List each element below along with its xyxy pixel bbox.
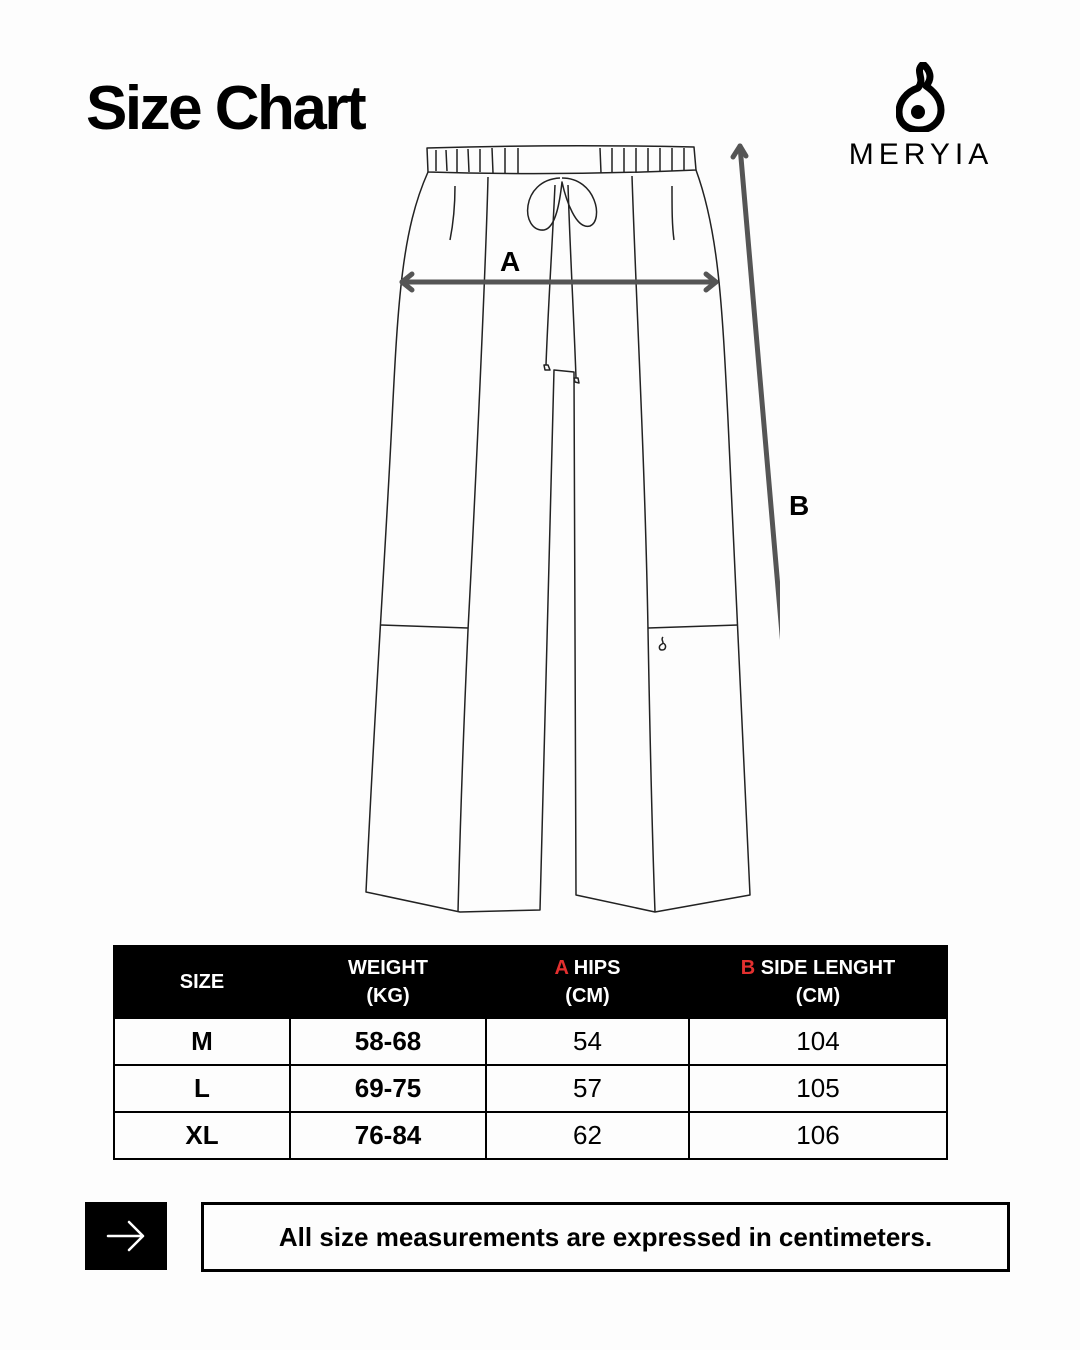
hips-measure-line — [402, 274, 716, 290]
side-length-cell: 106 — [689, 1112, 947, 1159]
brand-name: MERYIA — [848, 138, 994, 171]
side-letter: B — [740, 957, 756, 979]
flame-drop-logo-icon — [896, 62, 946, 132]
hips-column-header: A HIPS (CM) — [486, 946, 689, 1018]
hips-letter: A — [554, 957, 569, 979]
size-column-header: SIZE — [114, 946, 290, 1018]
side-length-column-header: B SIDE LENGHT (CM) — [689, 946, 947, 1018]
side-length-label: B — [789, 490, 810, 521]
table-row — [114, 1112, 947, 1159]
side-length-measure-line — [733, 146, 780, 890]
hips-label: A — [500, 246, 521, 277]
measurement-note — [201, 1202, 1010, 1272]
side-length-cell: 104 — [689, 1018, 947, 1065]
size-cell: XL — [114, 1112, 290, 1159]
pants-illustration — [355, 118, 780, 918]
brand-logo — [836, 62, 1006, 186]
pants-diagram — [355, 118, 780, 918]
size-table — [113, 945, 948, 1160]
weight-cell: 69-75 — [290, 1065, 486, 1112]
weight-column-header: WEIGHT (KG) — [290, 946, 486, 1018]
page-title: Size Chart — [86, 74, 365, 143]
side-length-cell: 105 — [689, 1065, 947, 1112]
arrow-badge — [85, 1202, 167, 1270]
measurement-note-text: All size measurements are expressed in centimeters. — [278, 1221, 933, 1252]
table-row — [114, 1065, 947, 1112]
hips-cell: 62 — [486, 1112, 689, 1159]
hips-cell: 54 — [486, 1018, 689, 1065]
table-row — [114, 1018, 947, 1065]
size-cell: M — [114, 1018, 290, 1065]
hips-cell: 57 — [486, 1065, 689, 1112]
table-header-row — [114, 946, 947, 1018]
arrow-right-icon — [105, 1219, 147, 1253]
weight-cell: 58-68 — [290, 1018, 486, 1065]
size-cell: L — [114, 1065, 290, 1112]
weight-cell: 76-84 — [290, 1112, 486, 1159]
